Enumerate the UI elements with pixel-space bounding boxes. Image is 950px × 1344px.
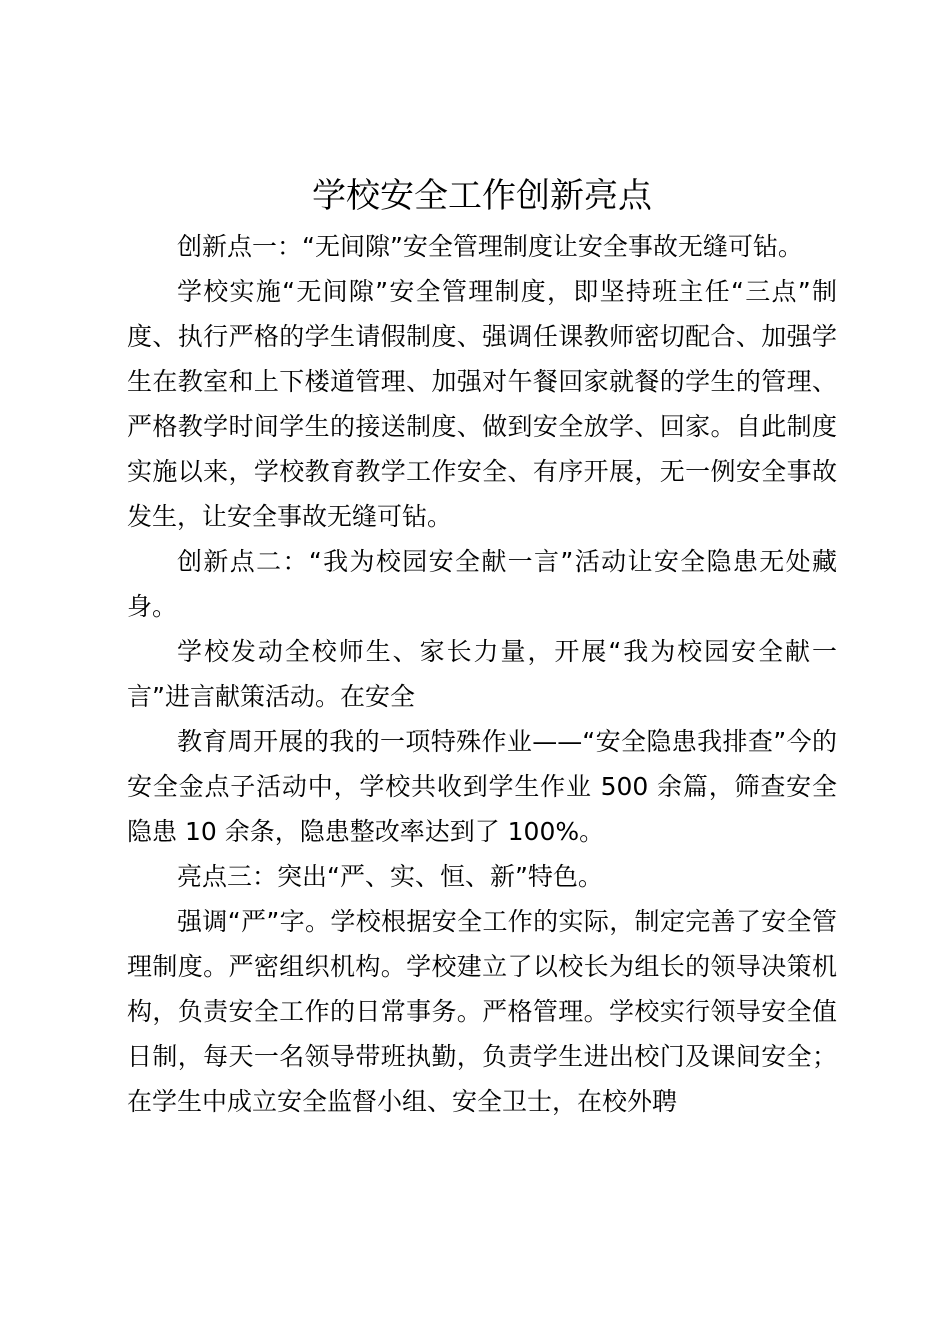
paragraph-highlight-3-body: 强调“严”字。学校根据安全工作的实际，制定完善了安全管理制度。严密组织机构。学校建立了以校长为组长的领导决策机构，负责安全工作的日常事务。严格管理。学校实行领导安全值日制，每天一名领导带班执勤，负责学生进出校门及课间安全；在学生中成立安全监督小组、安全卫士，在校外聘 bbox=[127, 907, 837, 1116]
document-title: 学校安全工作创新亮点 bbox=[312, 176, 652, 216]
paragraph-innovation-1-heading: 创新点一：“无间隙”安全管理制度让安全事故无缝可钻。 bbox=[177, 232, 803, 261]
paragraph-innovation-2-body-continued: 教育周开展的我的一项特殊作业——“安全隐患我排查”今的安全金点子活动中，学校共收到学生作业 500 余篇，筛查安全隐患 10 余条，隐患整改率达到了 100%。 bbox=[127, 727, 837, 846]
document-body bbox=[127, 224, 837, 1124]
paragraph-innovation-1-body: 学校实施“无间隙”安全管理制度，即坚持班主任“三点”制度、执行严格的学生请假制度、强调任课教师密切配合、加强学生在教室和上下楼道管理、加强对午餐回家就餐的学生的管理、严格教学时间学生的接送制度、做到安全放学、回家。自此制度实施以来，学校教育教学工作安全、有序开展，无一例安全事故发生，让安全事故无缝可钻。 bbox=[127, 277, 837, 531]
paragraph-highlight-3-heading: 亮点三：突出“严、实、恒、新”特色。 bbox=[177, 862, 603, 891]
paragraph-innovation-2-heading: 创新点二：“我为校园安全献一言”活动让安全隐患无处藏身。 bbox=[127, 547, 837, 621]
paragraph-innovation-2-body: 学校发动全校师生、家长力量，开展“我为校园安全献一言”进言献策活动。在安全 bbox=[127, 637, 837, 711]
